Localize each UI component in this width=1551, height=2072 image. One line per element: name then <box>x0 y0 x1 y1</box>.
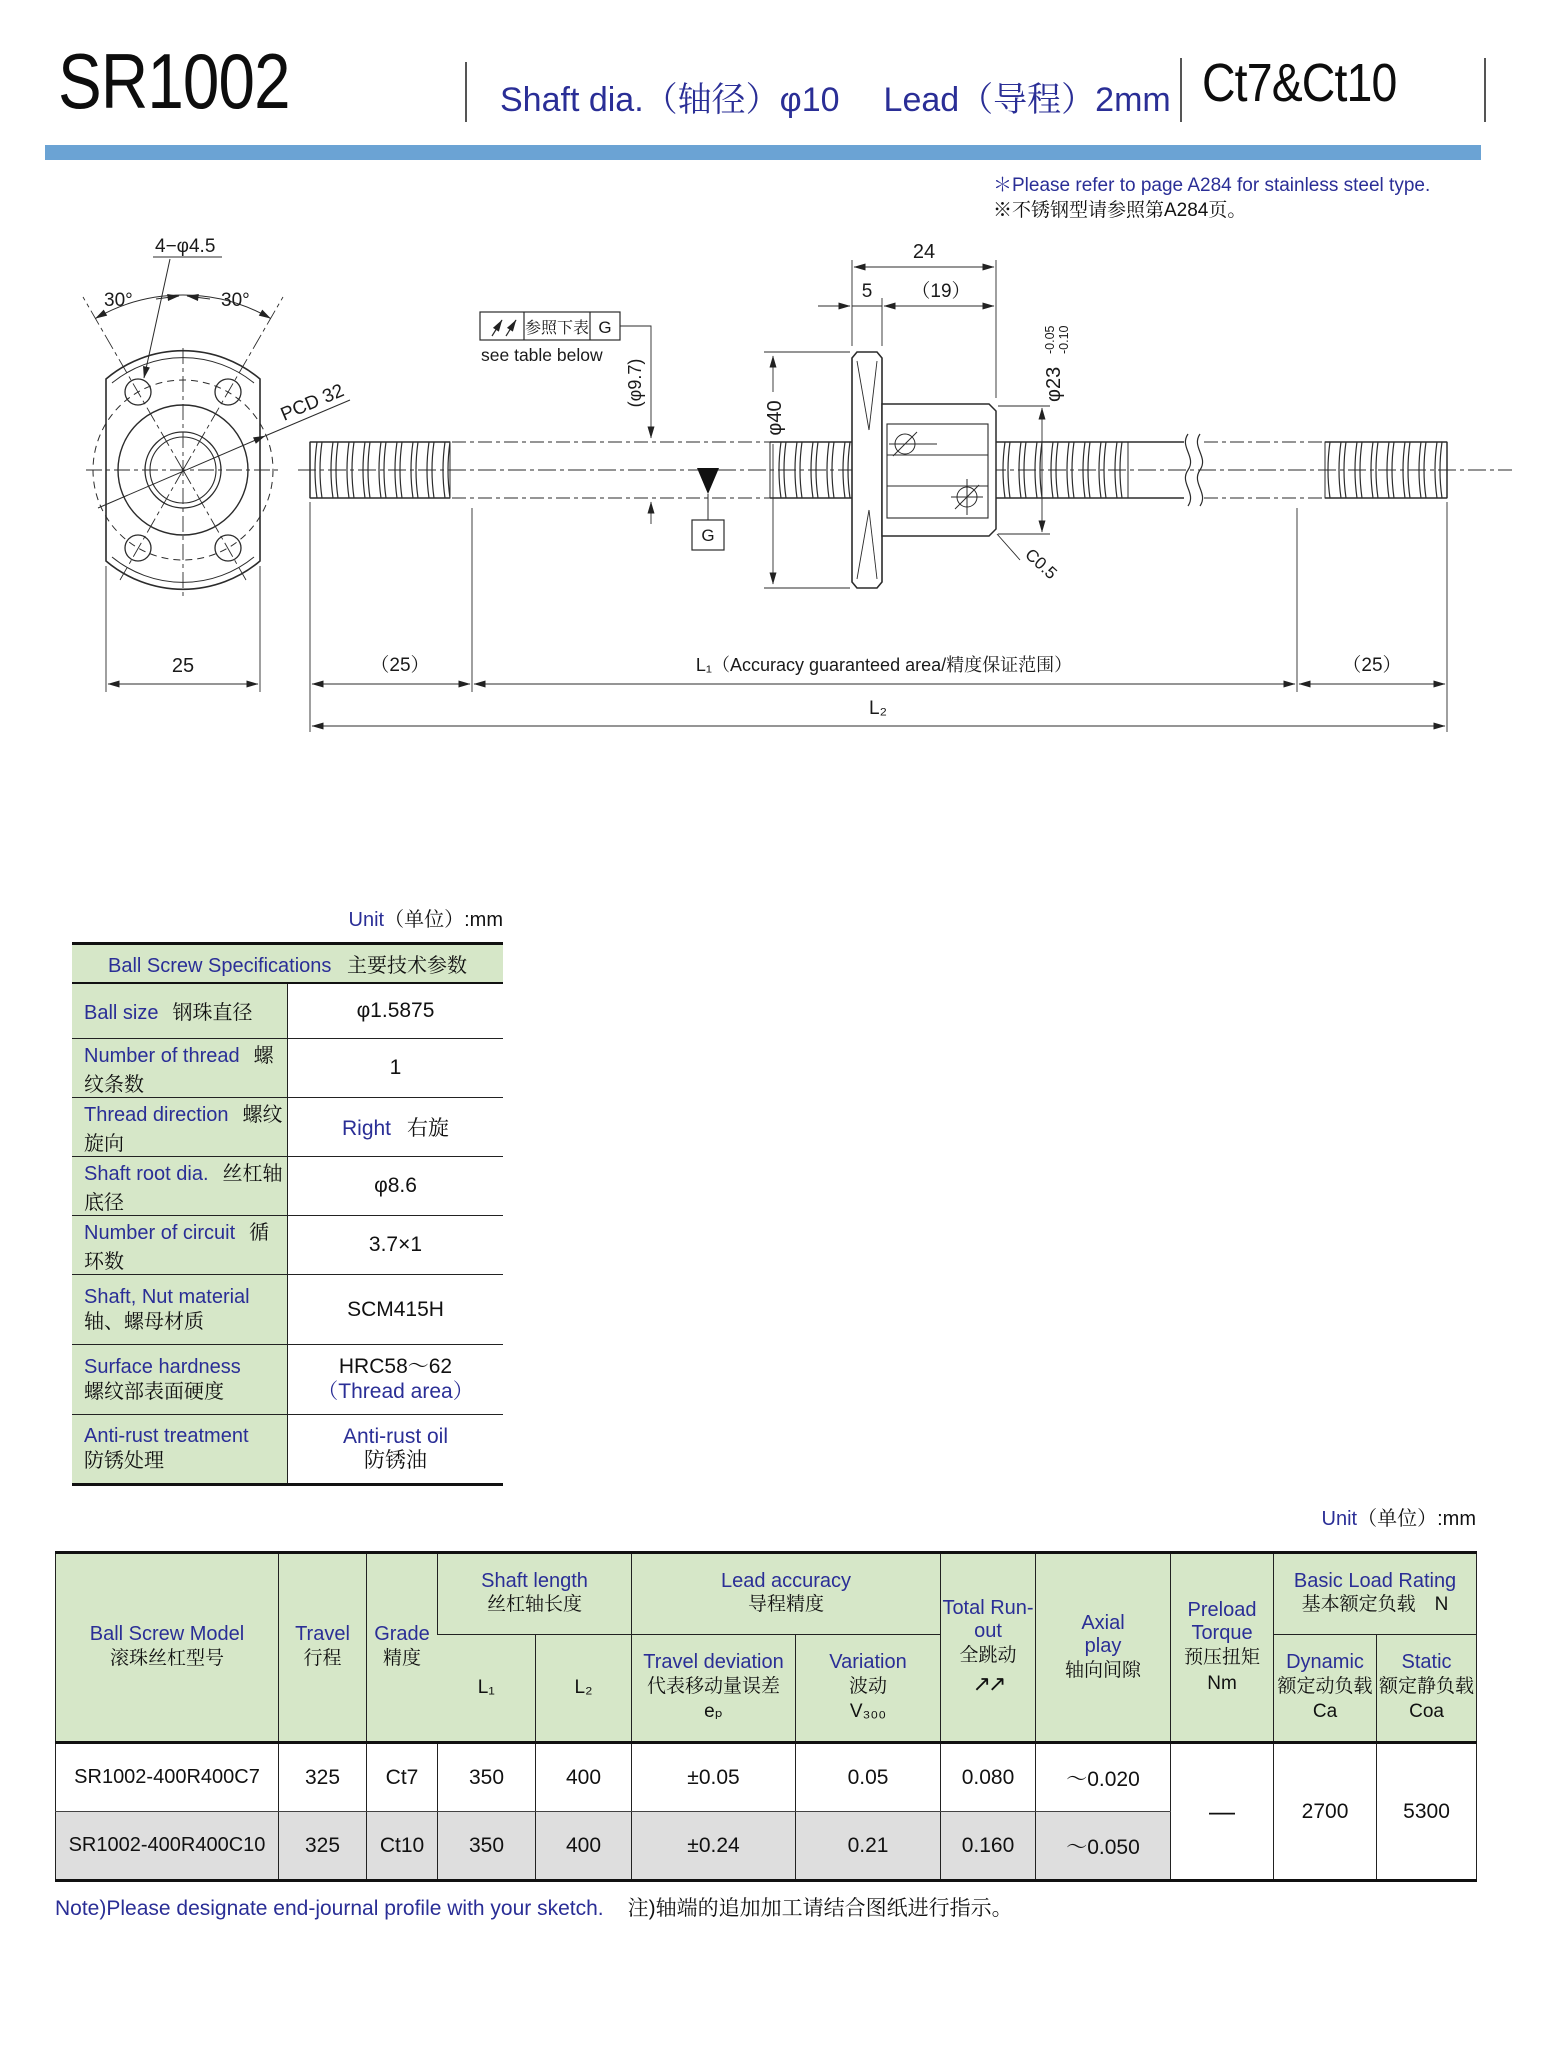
col-header-travel: Travel 行程 <box>279 1553 367 1743</box>
cell-axial: ～0.020 <box>1036 1743 1171 1812</box>
dim-label-dia40: φ40 <box>764 400 786 436</box>
page-title: SR1002 <box>58 37 290 125</box>
cell-variation: 0.05 <box>796 1743 941 1812</box>
dim-label-25-right: （25） <box>1342 655 1402 676</box>
spec-row-ball-size: Ball size 钢珠直径 φ1.5875 <box>72 983 503 1039</box>
spec-row-antirust: Anti-rust treatment 防锈处理 Anti-rust oil 防锈油 <box>72 1415 503 1485</box>
dim-label-dia97: (φ9.7) <box>625 358 645 408</box>
spec-row-circuit: Number of circuit 循环数 3.7×1 <box>72 1216 503 1275</box>
col-header-axial-play: Axial play 轴向间隙 <box>1036 1553 1171 1743</box>
nut <box>852 352 996 588</box>
footnote-cn: 注)轴端的追加加工请结合图纸进行指示。 <box>627 1897 1013 1920</box>
spec-row-thread-direction: Thread direction 螺纹旋向 Right 右旋 <box>72 1098 503 1157</box>
cell-model: SR1002-400R400C7 <box>56 1743 279 1812</box>
col-header-runout: Total Run-out 全跳动 ↗↗ <box>941 1553 1036 1743</box>
spec-row-root-dia: Shaft root dia. 丝杠轴底径 φ8.6 <box>72 1157 503 1216</box>
stainless-note-cn: ※不锈钢型请参照第A284页。 <box>993 200 1247 221</box>
col-header-deviation: Travel deviation 代表移动量误差 eₚ <box>632 1635 796 1743</box>
dim-label-5: 5 <box>861 281 873 302</box>
cell-preload-merged: — <box>1171 1743 1274 1881</box>
svg-text:φ23: φ23 <box>1043 366 1065 402</box>
datum-g-text: G <box>701 526 715 545</box>
table-footnote <box>55 1892 1013 1922</box>
model-table-header-row1 <box>56 1553 1477 1635</box>
cell-axial: ～0.050 <box>1036 1812 1171 1881</box>
spec-table-header <box>72 944 503 983</box>
see-table-note: see table below <box>481 345 603 365</box>
cell-deviation: ±0.24 <box>632 1812 796 1881</box>
shaft-dia-label: Shaft dia.（轴径）φ10 <box>500 81 840 119</box>
total-runout-icon: ↗↗ <box>972 1670 1004 1696</box>
dim-label-angle-left: 30° <box>104 290 133 311</box>
spec-row-hardness: Surface hardness 螺纹部表面硬度 HRC58～62 （Thread area） <box>72 1345 503 1415</box>
col-header-static: Static 额定静负载 Coa <box>1377 1635 1477 1743</box>
spec-value: 1 <box>288 1039 504 1098</box>
cell-static-merged: 5300 <box>1377 1743 1477 1881</box>
cell-model: SR1002-400R400C10 <box>56 1812 279 1881</box>
spec-value: SCM415H <box>288 1275 504 1345</box>
dim-label-25-left: （25） <box>370 655 430 676</box>
callout-g-text: G <box>598 318 612 337</box>
dim-label-l2: L₂ <box>869 698 887 719</box>
spec-unit-label: Unit（单位）:mm <box>348 909 503 931</box>
cell-dynamic-merged: 2700 <box>1274 1743 1377 1881</box>
spec-row-thread-count: Number of thread 螺纹条数 1 <box>72 1039 503 1098</box>
col-header-l2: L₂ <box>536 1635 632 1743</box>
cell-l2: 400 <box>536 1812 632 1881</box>
spec-value: φ8.6 <box>288 1157 504 1216</box>
svg-text:-0.05: -0.05 <box>1043 325 1057 354</box>
cell-variation: 0.21 <box>796 1812 941 1881</box>
group-header-shaft-length: Shaft length 丝杠轴长度 <box>438 1553 632 1635</box>
cell-l2: 400 <box>536 1743 632 1812</box>
col-header-l1: L₁ <box>438 1635 536 1743</box>
grade-title: Ct7&Ct10 <box>1202 53 1397 113</box>
spec-header-cn: 主要技术参数 <box>347 954 467 977</box>
dim-label-25: 25 <box>171 655 195 677</box>
model-row-ct7 <box>56 1743 1477 1812</box>
model-table <box>55 1551 1477 1882</box>
footnote-en: Note)Please designate end-journal profile with your sketch. <box>55 1897 604 1920</box>
cell-travel: 325 <box>279 1743 367 1812</box>
dim-label-19: （19） <box>911 281 971 302</box>
cell-runout: 0.080 <box>941 1743 1036 1812</box>
model-unit-label: Unit（单位）:mm <box>1321 1508 1476 1530</box>
cell-runout: 0.160 <box>941 1812 1036 1881</box>
group-header-lead-accuracy: Lead accuracy 导程精度 <box>632 1553 941 1635</box>
col-header-model: Ball Screw Model 滚珠丝杠型号 <box>56 1553 279 1743</box>
dim-label-24: 24 <box>912 241 936 263</box>
cell-l1: 350 <box>438 1812 536 1881</box>
cell-deviation: ±0.05 <box>632 1743 796 1812</box>
group-header-load-rating: Basic Load Rating 基本额定负载 N <box>1274 1553 1477 1635</box>
callout-ref-text: 参照下表 <box>524 320 590 337</box>
dim-label-angle-right: 30° <box>221 290 250 311</box>
dim-label-c05: C0.5 <box>1021 544 1061 584</box>
cell-grade: Ct7 <box>367 1743 438 1812</box>
technical-drawing <box>0 0 1551 760</box>
col-header-preload: Preload Torque 预压扭矩 Nm <box>1171 1553 1274 1743</box>
cell-travel: 325 <box>279 1812 367 1881</box>
dim-label-pcd: PCD 32 <box>277 380 348 426</box>
col-header-grade: Grade 精度 <box>367 1553 438 1743</box>
dim-label-holes: 4−φ4.5 <box>155 236 216 257</box>
svg-text:-0.10: -0.10 <box>1057 325 1071 354</box>
spec-table <box>72 942 503 1486</box>
spec-header-en: Ball Screw Specifications <box>108 954 332 977</box>
dim-label-dia23 <box>1043 325 1071 402</box>
spec-value: 3.7×1 <box>288 1216 504 1275</box>
col-header-dynamic: Dynamic 额定动负载 Ca <box>1274 1635 1377 1743</box>
spec-row-material: Shaft, Nut material 轴、螺母材质 SCM415H <box>72 1275 503 1345</box>
col-header-variation: Variation 波动 V₃₀₀ <box>796 1635 941 1743</box>
cell-l1: 350 <box>438 1743 536 1812</box>
cell-grade: Ct10 <box>367 1812 438 1881</box>
dim-label-l1: L₁（Accuracy guaranteed area/精度保证范围） <box>695 655 1073 675</box>
centerlines <box>83 297 283 598</box>
stainless-note-en: ＊Please refer to page A284 for stainless steel type. <box>993 175 1431 196</box>
lead-label: Lead（导程）2mm <box>883 81 1171 119</box>
spec-value: φ1.5875 <box>288 983 504 1039</box>
